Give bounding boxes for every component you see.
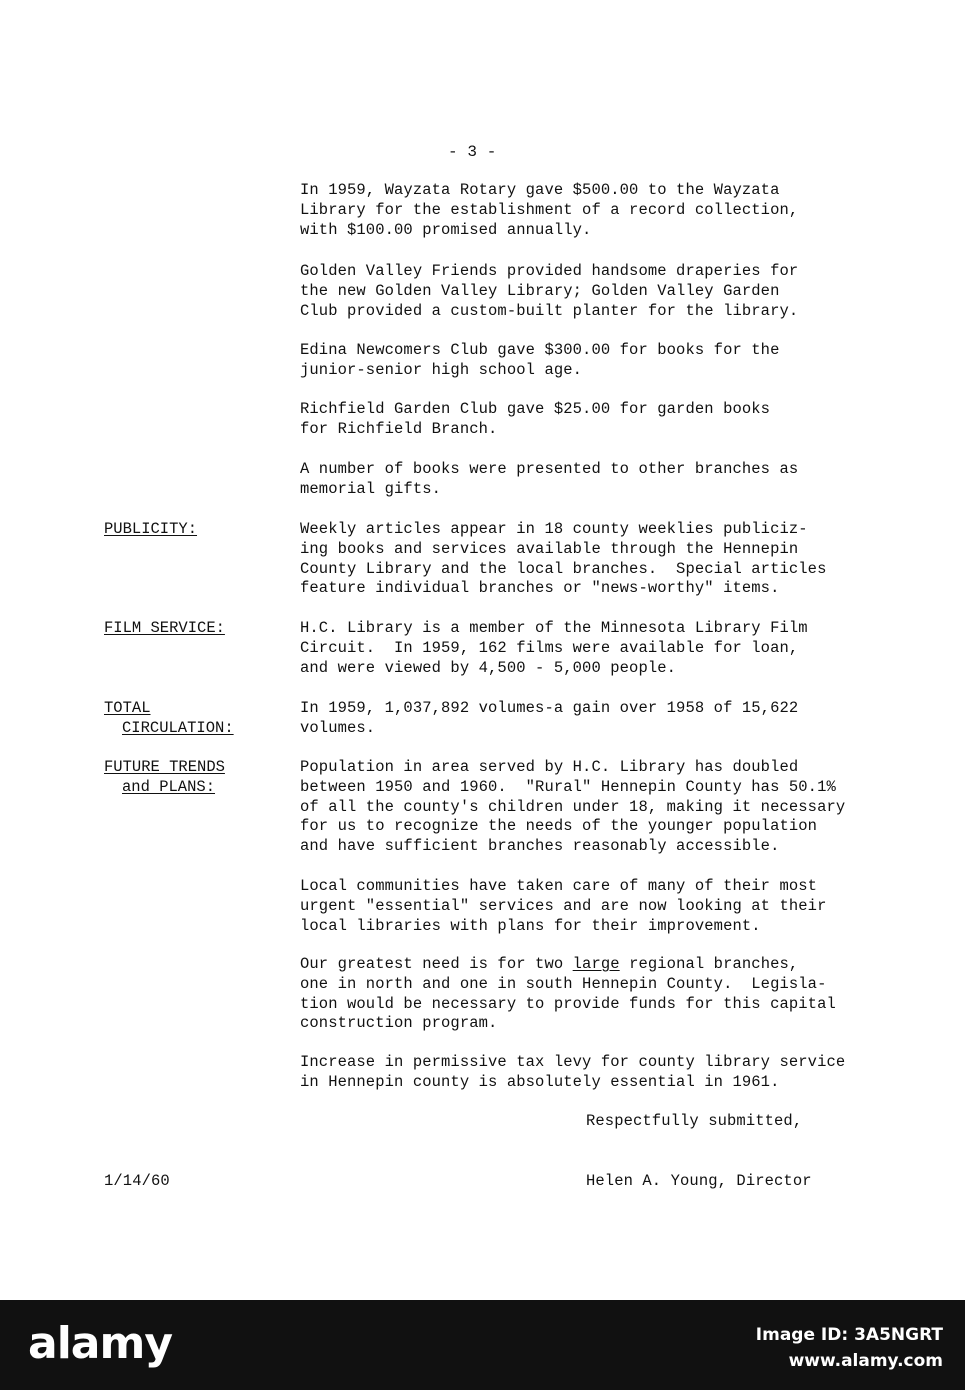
greatest-need-emphasis: large [572,955,620,973]
future-paragraph-population: Population in area served by H.C. Library has doubled between 1950 and 1960. "Rural" Hennepin County has 50.1% of all the county's children under 18, making it necessary for us to recognize the needs of the younger population and have sufficient branches reasonably accessible. [300,758,846,856]
image-id: Image ID: 3A5NGRT [755,1325,943,1345]
publicity-text: Weekly articles appear in 18 county weeklies publiciz- ing books and services available through the Hennepin County Library and the local branches. Special articles feature individual branches or "news-worthy" items. [300,520,827,598]
gift-paragraph-richfield: Richfield Garden Club gave $25.00 for garden books for Richfield Branch. [300,400,771,438]
total-circulation-text: In 1959, 1,037,892 volumes-a gain over 1958 of 15,622 volumes. [300,699,799,737]
brand-logo: alamy [28,1318,172,1369]
image-id-block [756,1322,943,1374]
future-trends-label-1: FUTURE TRENDS [104,758,225,776]
page-number: - 3 - [448,143,497,161]
gift-paragraph-memorial: A number of books were presented to other branches as memorial gifts. [300,460,799,498]
greatest-need-text-end: regional branches, one in north and one in south Hennepin County. Legisla- tion would be necessary to provide funds for this capital construction program. [300,955,836,1033]
publicity-label: PUBLICITY: [104,520,198,538]
gift-paragraph-edina: Edina Newcomers Club gave $300.00 for books for the junior-senior high school age. [300,341,780,379]
film-service-label: FILM SERVICE: [104,619,225,637]
site-url: www.alamy.com [788,1351,943,1371]
total-circulation-label-1: TOTAL [104,699,151,717]
future-paragraph-communities: Local communities have taken care of many of their most urgent "essential" services and are now looking at their local libraries with plans for their improvement. [300,877,827,935]
total-circulation-label-2: CIRCULATION: [122,719,234,737]
future-trends-label-2: and PLANS: [122,778,216,796]
closing-line: Respectfully submitted, [586,1112,803,1130]
signature-line: Helen A. Young, Director [586,1172,812,1190]
greatest-need-text-start: Our greatest need is for two [300,955,573,973]
future-paragraph-tax-levy: Increase in permissive tax levy for county library service in Hennepin county is absolutely essential in 1961. [300,1053,846,1091]
document-date: 1/14/60 [104,1172,170,1190]
watermark-footer [0,1300,965,1390]
gift-paragraph-wayzata: In 1959, Wayzata Rotary gave $500.00 to the Wayzata Library for the establishment of a record collection, with $100.00 promised annually. [300,181,799,239]
gift-paragraph-golden-valley: Golden Valley Friends provided handsome draperies for the new Golden Valley Library; Golden Valley Garden Club provided a custom-built planter for the library. [300,262,799,320]
film-service-text: H.C. Library is a member of the Minnesota Library Film Circuit. In 1959, 162 films were available for loan, and were viewed by 4,500 - 5,000 people. [300,619,808,677]
future-paragraph-greatest-need [300,955,836,1034]
